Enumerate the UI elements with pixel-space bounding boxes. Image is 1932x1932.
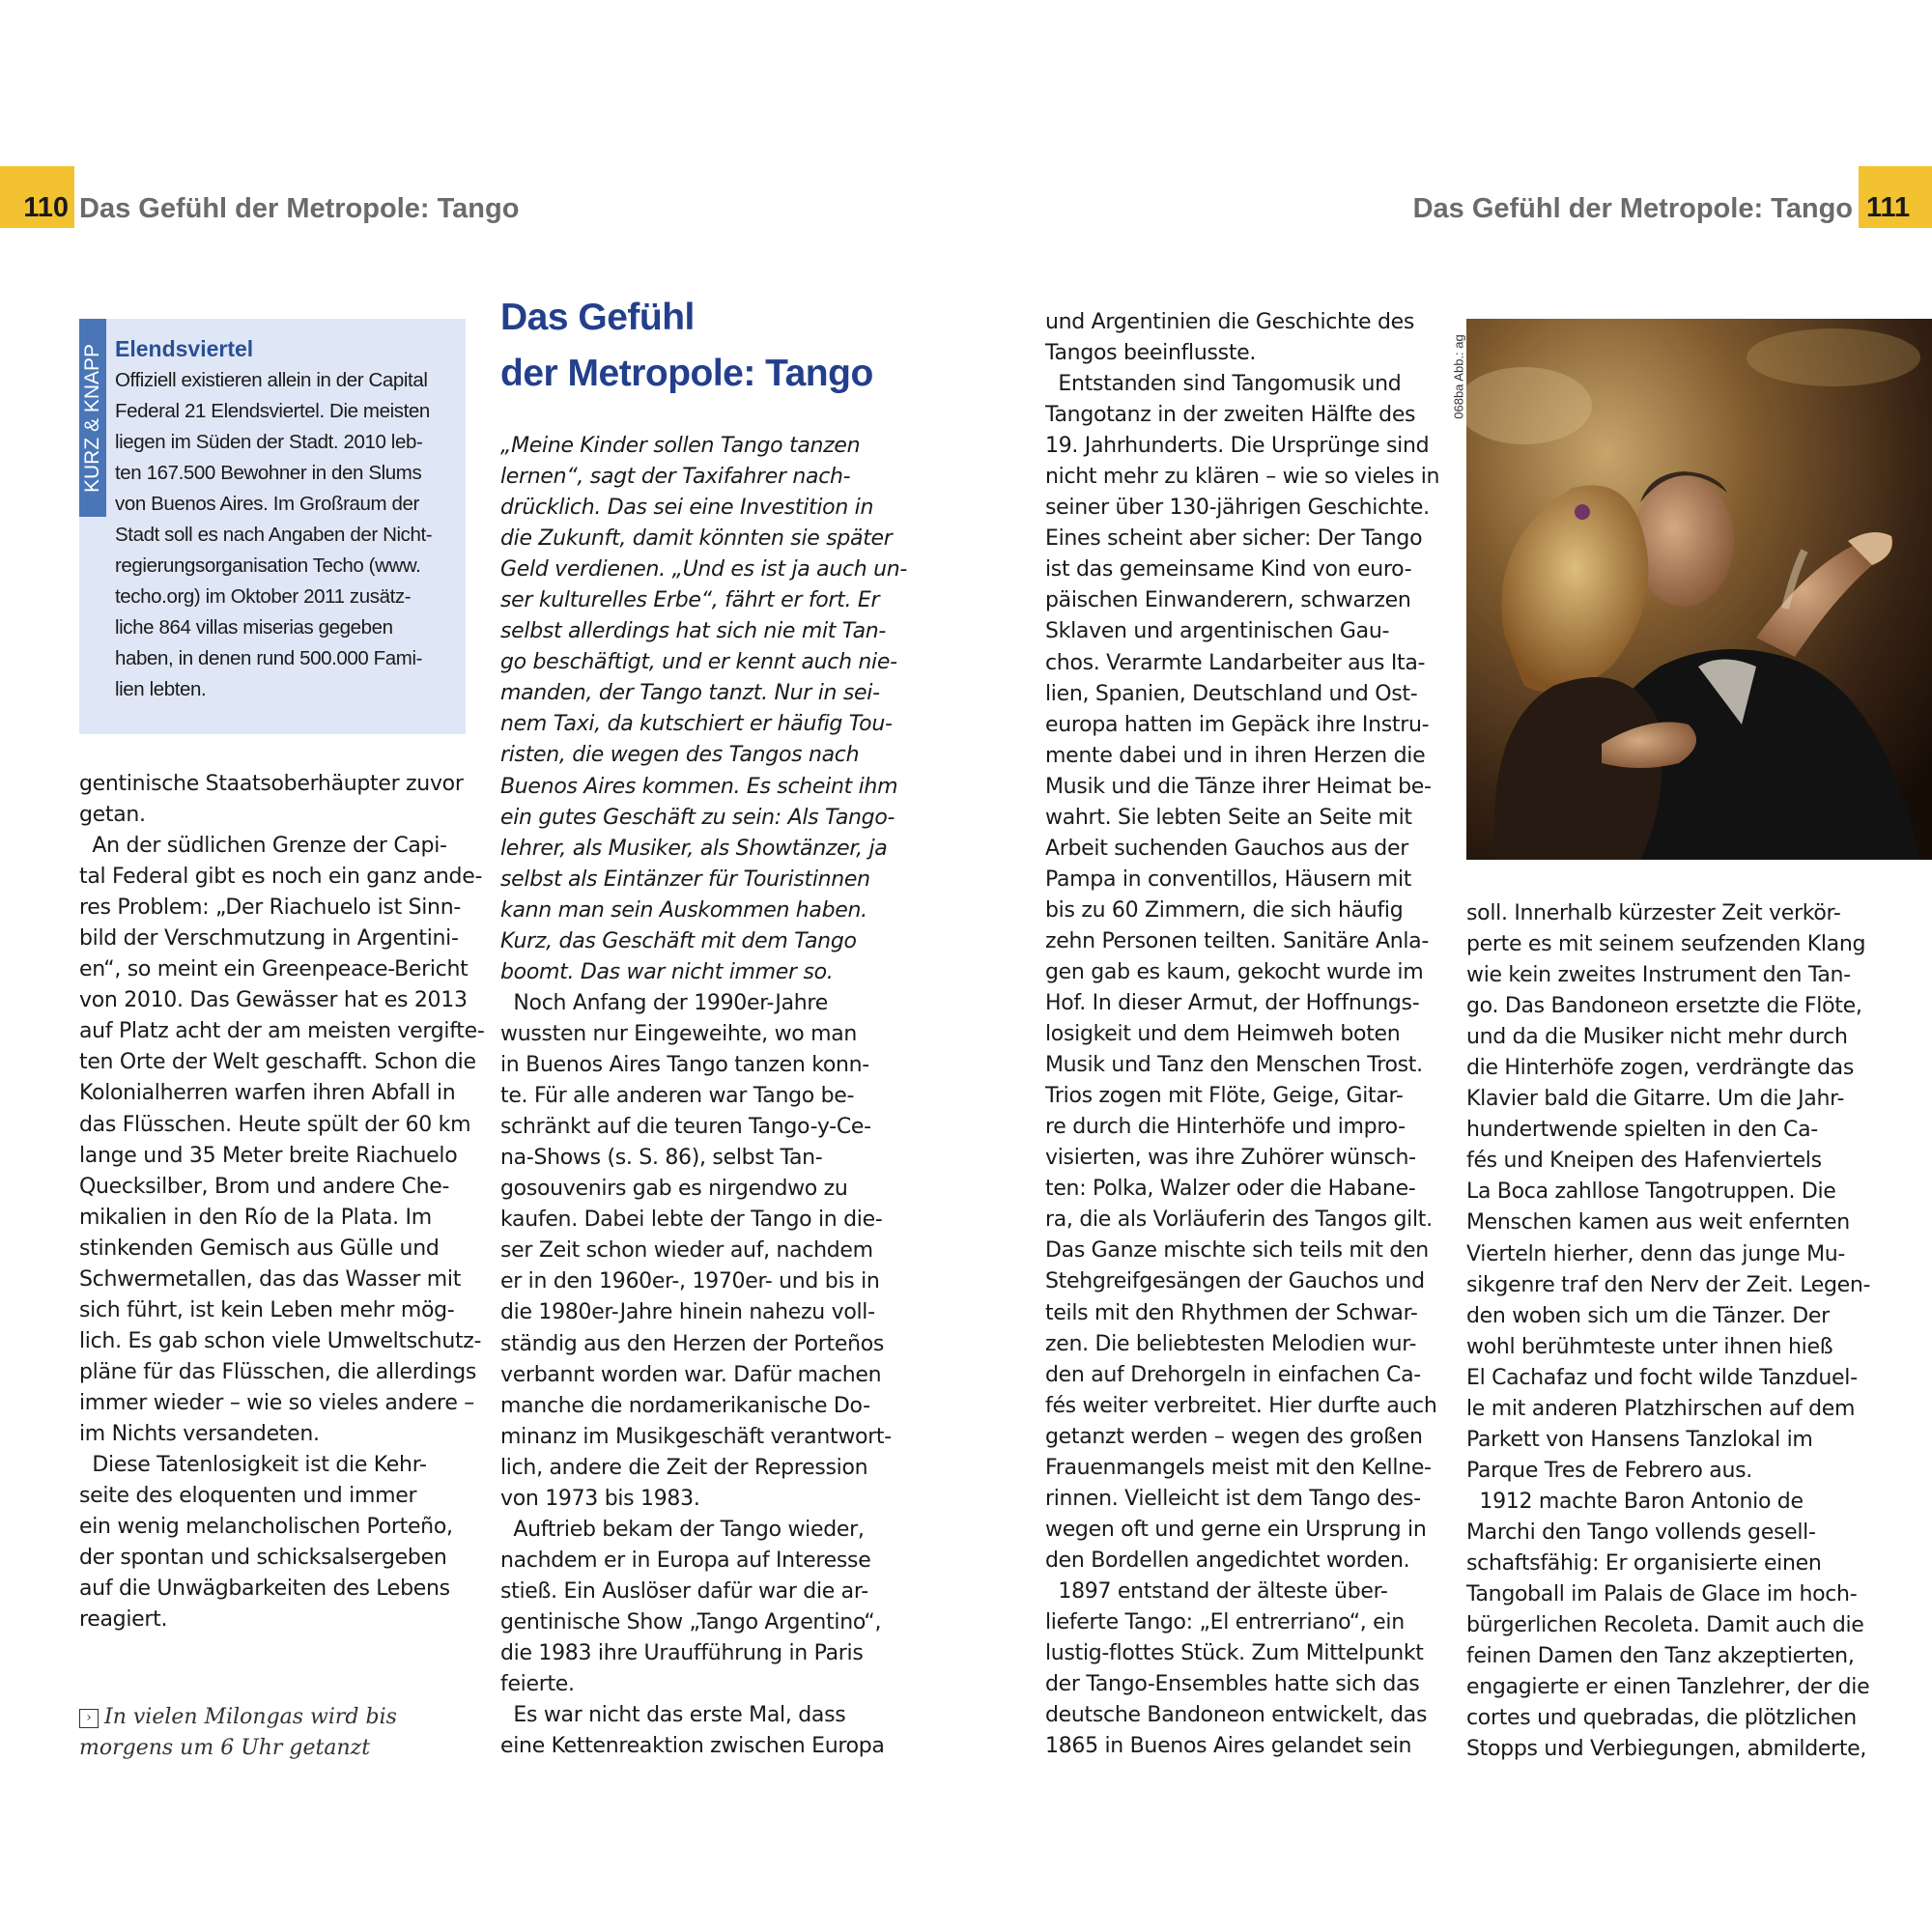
text-line: bis zu 60 Zimmern, die sich häufig [1045,897,1404,923]
text-line: ten: Polka, Walzer oder die Habane- [1045,1177,1416,1202]
text-line: re durch die Hinterhöfe und impro- [1045,1115,1406,1140]
text-line: kaufen. Dabei lebte der Tango in die- [500,1208,883,1233]
text-line: „Meine Kinder sollen Tango tanzen [500,434,861,458]
text-line: der spontan und schicksalsergeben [79,1546,447,1571]
text-line: Entstanden sind Tangomusik und [1045,372,1402,397]
text-line: den auf Drehorgeln in einfachen Ca- [1045,1362,1421,1387]
infobox-text [115,365,461,706]
text-line: ein wenig melancholischen Porteño, [79,1515,453,1540]
text-line: Sklaven und argentinischen Gau- [1045,619,1390,644]
text-line: ist das gemeinsame Kind von euro- [1045,557,1412,582]
text-line: Kolonialherren warfen ihren Abfall in [79,1081,456,1106]
text-line: zen. Die beliebtesten Melodien wur- [1045,1331,1417,1356]
text-column-2-lede [500,431,908,988]
text-line: auf die Unwägbarkeiten des Lebens [79,1577,450,1602]
text-line: den Bordellen angedichtet worden. [1045,1548,1410,1573]
text-line: Arbeit suchenden Gauchos aus der [1045,836,1408,861]
text-line: Buenos Aires kommen. Es scheint ihm [500,774,898,799]
text-line: go. Das Bandoneon ersetzte die Flöte, [1466,994,1862,1019]
text-line: päischen Einwanderern, schwarzen [1045,588,1411,613]
infobox-line: haben, in denen rund 500.000 Fami- [115,647,423,670]
text-column-2 [500,988,892,1762]
text-line: te. Für alle anderen war Tango be- [500,1084,855,1109]
text-line: perte es mit seinem seufzenden Klang [1466,932,1866,957]
text-line: lehrer, als Musiker, als Showtänzer, ja [500,836,888,861]
arrow-icon: › [79,1709,99,1728]
text-line: lustig-flottes Stück. Zum Mittelpunkt [1045,1641,1424,1666]
text-line: Quecksilber, Brom und andere Che- [79,1174,450,1199]
text-line: Trios zogen mit Flöte, Geige, Gitar- [1045,1084,1404,1109]
text-line: Auftrieb bekam der Tango wieder, [500,1517,865,1542]
text-column-4 [1466,898,1871,1765]
text-line: le mit anderen Platzhirschen auf dem [1466,1396,1856,1421]
text-line: 1865 in Buenos Aires gelandet sein [1045,1734,1412,1759]
text-line: ra, die als Vorläuferin des Tangos gilt. [1045,1208,1433,1233]
text-line: fés weiter verbreitet. Hier durfte auch [1045,1393,1437,1418]
text-line: Tangotanz in der zweiten Hälfte des [1045,403,1416,428]
text-line: stinkenden Gemisch aus Gülle und [79,1236,440,1261]
text-line: Hof. In dieser Armut, der Hoffnungs- [1045,991,1420,1016]
text-line: Menschen kamen aus weit enfernten [1466,1210,1850,1236]
text-line: lernen“, sagt der Taxifahrer nach- [500,465,851,490]
text-line: das Flüsschen. Heute spült der 60 km [79,1112,471,1137]
text-line: nachdem er in Europa auf Interesse [500,1548,871,1573]
text-line: en“, so meint ein Greenpeace-Bericht [79,957,469,982]
text-line: reagiert. [79,1607,168,1633]
text-line: nicht mehr zu klären – wie so vieles in [1045,465,1440,490]
kurz-knapp-infobox [79,319,466,734]
infobox-line: regierungsorganisation Techo (www. [115,554,421,578]
text-line: minanz im Musikgeschäft verantwort- [500,1424,892,1449]
text-line: Das Ganze mischte sich teils mit den [1045,1238,1429,1264]
infobox-title: Elendsviertel [115,336,254,361]
text-line: La Boca zahllose Tangotruppen. Die [1466,1179,1836,1205]
photo-caption: › In vielen Milongas wird bis morgens um 6 Uhr getanzt [79,1705,397,1760]
text-line: von 2010. Das Gewässer hat es 2013 [79,988,468,1013]
text-line: mente dabei und in ihren Herzen die [1045,743,1426,768]
text-line: seiner über 130-jährigen Geschichte. [1045,496,1430,521]
text-line: manden, der Tango tanzt. Nur in sei- [500,681,880,706]
text-line: risten, die wegen des Tangos nach [500,743,860,768]
text-line: bürgerlichen Recoleta. Damit auch die [1466,1613,1864,1638]
text-line: Vierteln hierher, denn das junge Mu- [1466,1241,1846,1266]
page-number-right: 111 [1859,166,1932,228]
text-line: 19. Jahrhunderts. Die Ursprünge sind [1045,434,1430,459]
text-line: Pampa in conventillos, Häusern mit [1045,867,1412,892]
text-line: schränkt auf die teuren Tango-y-Ce- [500,1115,871,1140]
text-line: feierte. [500,1672,575,1697]
text-line: wegen oft und gerne ein Ursprung in [1045,1517,1427,1542]
text-line: getan. [79,803,146,828]
text-line: Stopps und Verbiegungen, abmilderte, [1466,1737,1867,1762]
text-line: lien, Spanien, Deutschland und Ost- [1045,681,1418,706]
running-head-right: Das Gefühl der Metropole: Tango [1412,193,1853,224]
text-line: Kurz, das Geschäft mit dem Tango [500,928,857,953]
text-line: El Cachafaz und focht wilde Tanzduel- [1466,1365,1858,1390]
text-line: na-Shows (s. S. 86), selbst Tan- [500,1146,823,1171]
text-line: der Tango-Ensembles hatte sich das [1045,1672,1420,1697]
text-line: und Argentinien die Geschichte des [1045,310,1415,334]
text-line: 1897 entstand der älteste über- [1045,1578,1388,1604]
text-line: ten Orte der Welt geschafft. Schon die [79,1050,476,1075]
text-line: Eines scheint aber sicher: Der Tango [1045,526,1423,552]
text-line: gosouvenirs gab es nirgendwo zu [500,1177,848,1202]
text-line: deutsche Bandoneon entwickelt, das [1045,1703,1428,1728]
text-line: Parkett von Hansens Tanzlokal im [1466,1427,1813,1452]
text-line: lieferte Tango: „El entrerriano“, ein [1045,1609,1405,1634]
text-line: Es war nicht das erste Mal, dass [500,1703,846,1728]
text-line: wussten nur Eingeweihte, wo man [500,1022,858,1047]
text-line: sich führt, ist kein Leben mehr mög- [79,1297,455,1322]
text-line: Marchi den Tango vollends gesell- [1466,1520,1816,1545]
text-line: soll. Innerhalb kürzester Zeit verkör- [1466,901,1841,925]
text-line: Tangos beeinflusste. [1045,341,1257,366]
article-headline: Das Gefühl der Metropole: Tango [500,297,873,394]
text-line: feinen Damen den Tanz akzeptierten, [1466,1644,1855,1669]
text-line: wahrt. Sie lebten Seite an Seite mit [1045,805,1412,830]
text-line: Musik und die Tänze ihrer Heimat be- [1045,774,1432,799]
text-line: nem Taxi, da kutschiert er häufig Tou- [500,712,893,737]
infobox-line: Federal 21 Elendsviertel. Die meisten [115,400,430,423]
text-line: 1912 machte Baron Antonio de [1466,1489,1804,1514]
text-line: hundertwende spielten in den Ca- [1466,1118,1818,1143]
infobox-line: Stadt soll es nach Angaben der Nicht- [115,524,433,547]
text-line: res Problem: „Der Riachuelo ist Sinn- [79,895,461,921]
text-line: die 1980er-Jahre hinein nahezu voll- [500,1300,875,1325]
text-line: im Nichts versandeten. [79,1421,320,1446]
text-line: verbannt worden war. Dafür machen [500,1362,882,1387]
text-line: wie kein zweites Instrument den Tan- [1466,963,1851,988]
text-line: wohl berühmteste unter ihnen hieß [1466,1334,1833,1359]
text-line: lich. Es gab schon viele Umweltschutz- [79,1328,482,1353]
text-line: losigkeit und dem Heimweh boten [1045,1022,1401,1047]
text-line: Noch Anfang der 1990er-Jahre [500,991,828,1015]
text-line: Geld verdienen. „Und es ist ja auch un- [500,557,908,582]
text-line: Klavier bald die Gitarre. Um die Jahr- [1466,1087,1845,1112]
text-line: engagierte er einen Tanzlehrer, der die [1466,1675,1870,1700]
text-column-1 [79,769,485,1635]
text-line: selbst als Eintänzer für Touristinnen [500,867,870,892]
text-line: tal Federal gibt es noch ein ganz ande- [79,865,483,890]
text-line: pläne für das Flüsschen, die allerdings [79,1359,477,1384]
text-line: gen gab es kaum, gekocht wurde im [1045,959,1424,984]
text-line: Diese Tatenlosigkeit ist die Kehr- [79,1453,427,1478]
page-number-left: 110 [0,166,74,228]
infobox-line: lien lebten. [115,678,207,701]
infobox-tag: KURZ & KNAPP [79,319,106,517]
text-line: cortes und quebradas, die plötzlichen [1466,1706,1857,1731]
text-line: go beschäftigt, und er kennt auch nie- [500,650,897,675]
text-line: teils mit den Rhythmen der Schwar- [1045,1300,1418,1325]
text-line: ein gutes Geschäft zu sein: Als Tango- [500,805,895,830]
text-line: sikgenre traf den Nerv der Zeit. Legen- [1466,1272,1871,1297]
text-line: ser kulturelles Erbe“, fährt er fort. Er [500,588,880,613]
text-line: zehn Personen teilten. Sanitäre Anla- [1045,928,1429,953]
text-line: die Zukunft, damit könnten sie später [500,526,893,552]
text-line: bild der Verschmutzung in Argentini- [79,926,459,952]
text-line: auf Platz acht der am meisten vergifte- [79,1019,485,1044]
text-line: ständig aus den Herzen der Porteños [500,1331,885,1356]
text-line: stieß. Ein Auslöser dafür war die ar- [500,1578,868,1604]
text-line: Stehgreifgesängen der Gauchos und [1045,1269,1425,1294]
text-line: visierten, was ihre Zuhörer wünsch- [1045,1146,1416,1171]
text-line: fés und Kneipen des Hafenviertels [1466,1149,1822,1174]
text-line: immer wieder – wie so vieles andere – [79,1390,474,1415]
infobox-line: techo.org) im Oktober 2011 zusätz- [115,585,412,609]
text-line: von 1973 bis 1983. [500,1486,700,1511]
text-line: boomt. Das war nicht immer so. [500,959,834,984]
text-line: und da die Musiker nicht mehr durch [1466,1025,1848,1050]
infobox-line: Offiziell existieren allein in der Capital [115,369,428,391]
text-line: die 1983 ihre Uraufführung in Paris [500,1640,864,1665]
infobox-line: von Buenos Aires. Im Großraum der [115,493,419,516]
text-line: schaftsfähig: Er organisierte einen [1466,1550,1822,1576]
text-line: selbst allerdings hat sich nie mit Tan- [500,619,887,644]
text-line: die Hinterhöfe zogen, verdrängte das [1466,1056,1855,1081]
text-line: Tangoball im Palais de Glace im hoch- [1466,1582,1858,1607]
text-line: Frauenmangels meist mit den Kellne- [1045,1455,1432,1480]
infobox-line: ten 167.500 Bewohner in den Slums [115,462,422,485]
running-head-left: Das Gefühl der Metropole: Tango [79,193,520,224]
tango-dancers-photo [1466,319,1932,860]
text-line: manche die nordamerikanische Do- [500,1393,870,1418]
text-line: drücklich. Das sei eine Investition in [500,496,874,521]
text-line: gentinische Staatsoberhäupter zuvor [79,772,464,796]
text-line: lich, andere die Zeit der Repression [500,1455,868,1480]
text-line: Musik und Tanz den Menschen Trost. [1045,1053,1423,1078]
text-line: Schwermetallen, das das Wasser mit [79,1266,462,1292]
text-line: er in den 1960er-, 1970er- und bis in [500,1269,880,1294]
text-line: mikalien in den Río de la Plata. Im [79,1205,432,1230]
text-line: ser Zeit schon wieder auf, nachdem [500,1238,873,1264]
text-column-3 [1045,307,1440,1762]
infobox-line: liche 864 villas miserias gegeben [115,616,393,639]
text-line: kann man sein Auskommen haben. [500,897,867,923]
text-line: gentinische Show „Tango Argentino“, [500,1609,882,1634]
infobox-line: liegen im Süden der Stadt. 2010 leb- [115,431,423,454]
text-line: europa hatten im Gepäck ihre Instru- [1045,712,1430,737]
text-line: An der südlichen Grenze der Capi- [79,834,447,859]
text-line: Parque Tres de Febrero aus. [1466,1458,1752,1483]
photo-credit: 068ba Abb.: ag [1451,334,1466,419]
text-line: eine Kettenreaktion zwischen Europa [500,1734,885,1759]
text-line: den woben sich um die Tänzer. Der [1466,1303,1830,1328]
text-line: getanzt werden – wegen des großen [1045,1424,1423,1449]
text-line: in Buenos Aires Tango tanzen konn- [500,1053,869,1078]
text-line: rinnen. Vielleicht ist dem Tango des- [1045,1486,1421,1511]
text-line: lange und 35 Meter breite Riachuelo [79,1143,458,1168]
text-line: seite des eloquenten und immer [79,1484,417,1509]
text-line: chos. Verarmte Landarbeiter aus Ita- [1045,650,1426,675]
